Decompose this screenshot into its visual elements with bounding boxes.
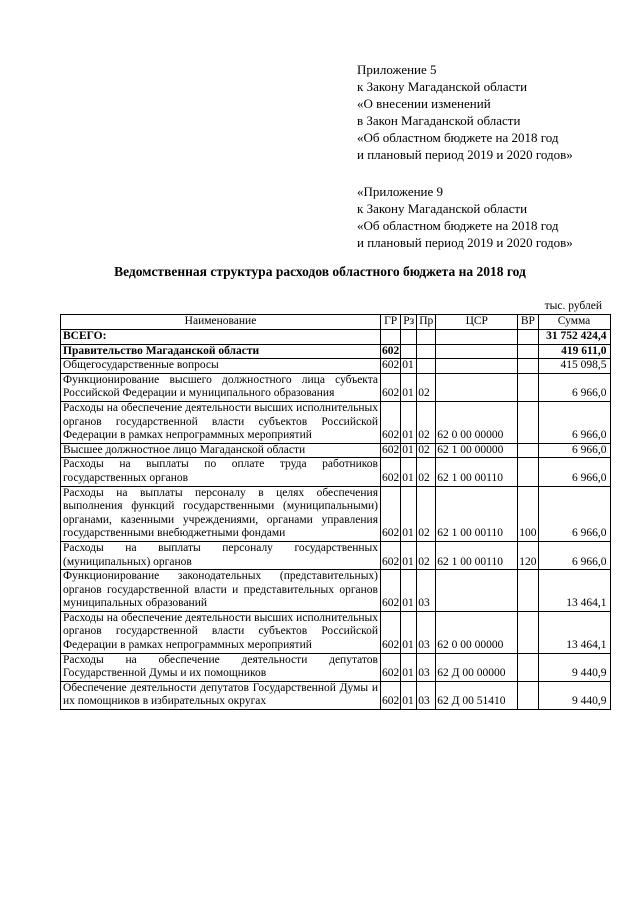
gr-cell: 602 <box>381 486 401 541</box>
csr-cell: 62 1 00 00000 <box>436 443 518 458</box>
vr-cell <box>518 458 538 486</box>
csr-cell: 62 1 00 00110 <box>436 486 518 541</box>
column-header-csr: ЦСР <box>436 315 518 330</box>
gr-cell: 602 <box>381 359 401 374</box>
sum-cell: 6 966,0 <box>538 541 610 569</box>
table-row <box>61 681 611 709</box>
name-cell: Правительство Магаданской области <box>61 344 381 359</box>
rz-cell: 01 <box>401 401 417 443</box>
sum-cell: 13 464,1 <box>538 611 610 653</box>
rz-cell: 01 <box>401 681 417 709</box>
pr-cell: 02 <box>417 373 436 401</box>
vr-cell <box>518 570 538 612</box>
pr-cell: 02 <box>417 458 436 486</box>
annex-line: «Об областном бюджете на 2018 год <box>357 130 559 145</box>
vr-cell: 100 <box>518 486 538 541</box>
rz-cell: 01 <box>401 458 417 486</box>
sum-cell: 13 464,1 <box>538 570 610 612</box>
sum-cell: 9 440,9 <box>538 681 610 709</box>
rz-cell: 01 <box>401 611 417 653</box>
name-cell: Обеспечение деятельности депутатов Государственной Думы и их помощников в избирательных округах <box>61 681 381 709</box>
annex-line: и плановый период 2019 и 2020 годов» <box>357 147 573 162</box>
name-cell: Расходы на обеспечение деятельности высших исполнительных органов государственной власти субъектов Российской Федерации в рамках непрограммных мероприятий <box>61 401 381 443</box>
gr-cell: 602 <box>381 401 401 443</box>
annex-line: «Об областном бюджете на 2018 год <box>357 218 559 233</box>
rz-cell <box>401 344 417 359</box>
csr-cell: 62 0 00 00000 <box>436 611 518 653</box>
column-header-pr: Пр <box>417 315 436 330</box>
sum-cell: 415 098,5 <box>538 359 610 374</box>
vr-cell <box>518 359 538 374</box>
sum-cell: 9 440,9 <box>538 653 610 681</box>
name-cell: Расходы на обеспечение деятельности высших исполнительных органов государственной власти субъектов Российской Федерации в рамках непрограммных мероприятий <box>61 611 381 653</box>
annex-line: «Приложение 9 <box>357 184 444 199</box>
pr-cell: 03 <box>417 681 436 709</box>
pr-cell: 02 <box>417 401 436 443</box>
vr-cell <box>518 373 538 401</box>
table-row <box>61 359 611 374</box>
pr-cell: 02 <box>417 443 436 458</box>
csr-cell <box>436 344 518 359</box>
pr-cell: 03 <box>417 653 436 681</box>
vr-cell: 120 <box>518 541 538 569</box>
annex-line: и плановый период 2019 и 2020 годов» <box>357 235 573 250</box>
sum-cell: 31 752 424,4 <box>538 330 610 345</box>
gr-cell: 602 <box>381 373 401 401</box>
vr-cell <box>518 401 538 443</box>
csr-cell <box>436 570 518 612</box>
rz-cell: 01 <box>401 486 417 541</box>
table-row <box>61 458 611 486</box>
name-cell: Высшее должностное лицо Магаданской области <box>61 443 381 458</box>
gr-cell: 602 <box>381 611 401 653</box>
sum-cell: 6 966,0 <box>538 373 610 401</box>
gr-cell: 602 <box>381 458 401 486</box>
annex-line: к Закону Магаданской области <box>357 201 528 216</box>
name-cell: ВСЕГО: <box>61 330 381 345</box>
csr-cell <box>436 373 518 401</box>
annex-line: «О внесении изменений <box>357 96 491 111</box>
annex-line: в Закон Магаданской области <box>357 113 521 128</box>
pr-cell: 03 <box>417 611 436 653</box>
table-row <box>61 443 611 458</box>
unit-note: тыс. рублей <box>544 300 602 312</box>
table-row <box>61 541 611 569</box>
name-cell: Расходы на обеспечение деятельности депутатов Государственной Думы и их помощников <box>61 653 381 681</box>
table-header-row <box>61 315 611 330</box>
csr-cell <box>436 359 518 374</box>
gr-cell <box>381 330 401 345</box>
csr-cell: 62 1 00 00110 <box>436 458 518 486</box>
sum-cell: 6 966,0 <box>538 486 610 541</box>
name-cell: Расходы на выплаты по оплате труда работников государственных органов <box>61 458 381 486</box>
rz-cell: 01 <box>401 653 417 681</box>
csr-cell <box>436 330 518 345</box>
table-row <box>61 373 611 401</box>
table-row <box>61 344 611 359</box>
column-header-name: Наименование <box>61 315 381 330</box>
vr-cell <box>518 611 538 653</box>
gr-cell: 602 <box>381 681 401 709</box>
name-cell: Общегосударственные вопросы <box>61 359 381 374</box>
name-cell: Функционирование высшего должностного лица субъекта Российской Федерации и муниципального образования <box>61 373 381 401</box>
table-row <box>61 611 611 653</box>
sum-cell: 6 966,0 <box>538 443 610 458</box>
table-row <box>61 570 611 612</box>
gr-cell: 602 <box>381 570 401 612</box>
csr-cell: 62 Д 00 00000 <box>436 653 518 681</box>
vr-cell <box>518 681 538 709</box>
rz-cell: 01 <box>401 541 417 569</box>
rz-cell <box>401 330 417 345</box>
column-header-sum: Сумма <box>538 315 610 330</box>
sum-cell: 419 611,0 <box>538 344 610 359</box>
table-row <box>61 653 611 681</box>
annex-line: к Закону Магаданской области <box>357 79 528 94</box>
name-cell: Расходы на выплаты персоналу государственных (муниципальных) органов <box>61 541 381 569</box>
vr-cell <box>518 443 538 458</box>
pr-cell: 03 <box>417 570 436 612</box>
table-row <box>61 401 611 443</box>
gr-cell: 602 <box>381 344 401 359</box>
name-cell: Расходы на выплаты персоналу в целях обеспечения выполнения функций государственными (муниципальными) органами, казенными учреждениями, органами управления государственными внебюджетными фондами <box>61 486 381 541</box>
rz-cell: 01 <box>401 359 417 374</box>
csr-cell: 62 Д 00 51410 <box>436 681 518 709</box>
pr-cell <box>417 344 436 359</box>
table-row <box>61 486 611 541</box>
vr-cell <box>518 330 538 345</box>
rz-cell: 01 <box>401 443 417 458</box>
gr-cell: 602 <box>381 653 401 681</box>
vr-cell <box>518 344 538 359</box>
annex-header <box>357 61 573 251</box>
pr-cell <box>417 359 436 374</box>
sum-cell: 6 966,0 <box>538 458 610 486</box>
column-header-rz: Рз <box>401 315 417 330</box>
annex-line: Приложение 5 <box>357 62 437 77</box>
table-row <box>61 330 611 345</box>
pr-cell: 02 <box>417 541 436 569</box>
gr-cell: 602 <box>381 443 401 458</box>
column-header-vr: ВР <box>518 315 538 330</box>
name-cell: Функционирование законодательных (представительных) органов государственной власти и представительных органов муниципальных образований <box>61 570 381 612</box>
pr-cell: 02 <box>417 486 436 541</box>
csr-cell: 62 0 00 00000 <box>436 401 518 443</box>
budget-table <box>60 314 611 710</box>
document-title: Ведомственная структура расходов областного бюджета на 2018 год <box>114 264 526 279</box>
spacer <box>357 163 573 183</box>
vr-cell <box>518 653 538 681</box>
pr-cell <box>417 330 436 345</box>
sum-cell: 6 966,0 <box>538 401 610 443</box>
rz-cell: 01 <box>401 570 417 612</box>
rz-cell: 01 <box>401 373 417 401</box>
csr-cell: 62 1 00 00110 <box>436 541 518 569</box>
table-body <box>61 330 611 710</box>
gr-cell: 602 <box>381 541 401 569</box>
column-header-gr: ГР <box>381 315 401 330</box>
